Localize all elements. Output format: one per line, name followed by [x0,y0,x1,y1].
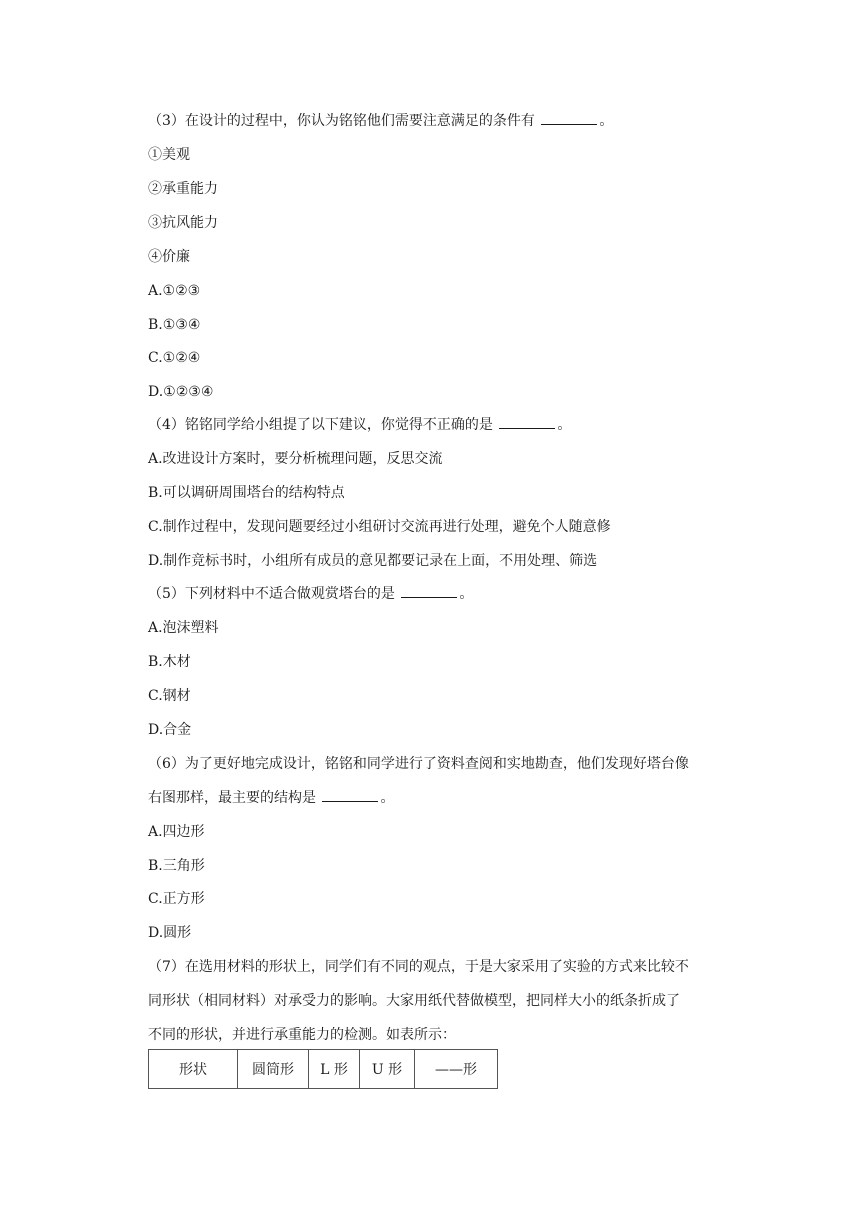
q4-option-b[interactable]: B.可以调研周围塔台的结构特点 [148,485,345,501]
q4-answer-blank[interactable] [499,415,555,429]
q3-stem-text: （3）在设计的过程中，你认为铭铭他们需要注意满足的条件有 [148,113,535,129]
q4-option-c[interactable]: C.制作过程中，发现问题要经过小组研讨交流再进行处理，避免个人随意修 [148,519,611,535]
q5-stem [148,584,473,604]
q4-stem-end: 。 [557,417,572,433]
table-row [149,1050,498,1089]
q3-condition-1: ①美观 [148,147,190,163]
q4-stem-text: （4）铭铭同学给小组提了以下建议，你觉得不正确的是 [148,417,493,433]
q4-stem [148,415,571,435]
q5-option-d[interactable]: D.合金 [148,722,192,738]
q6-answer-blank[interactable] [322,788,378,802]
q3-condition-2: ②承重能力 [148,181,218,197]
q5-stem-end: 。 [459,586,474,602]
q3-answer-blank[interactable] [541,111,597,125]
q5-option-b[interactable]: B.木材 [148,654,191,670]
table-header-cell: 圆筒形 [238,1050,309,1089]
q6-option-d[interactable]: D.圆形 [148,925,192,941]
q6-stem-end: 。 [380,790,395,806]
q3-option-a[interactable]: A.①②③ [148,283,201,299]
q4-option-a[interactable]: A.改进设计方案时，要分析梳理问题，反思交流 [148,451,443,467]
q3-stem-end: 。 [599,113,614,129]
q5-option-c[interactable]: C.钢材 [148,688,191,704]
q6-option-a[interactable]: A.四边形 [148,824,205,840]
q6-option-b[interactable]: B.三角形 [148,858,205,874]
table-header-cell: ——形 [415,1050,498,1089]
table-header-cell: L 形 [309,1050,360,1089]
q5-answer-blank[interactable] [401,584,457,598]
q6-stem-line1: （6）为了更好地完成设计，铭铭和同学进行了资料查阅和实地勘查，他们发现好塔台像 [148,756,689,772]
q3-option-c[interactable]: C.①②④ [148,350,201,366]
q3-condition-4: ④价廉 [148,249,190,265]
table-header-cell: U 形 [360,1050,415,1089]
q3-condition-3: ③抗风能力 [148,215,218,231]
q6-stem-text: 右图那样，最主要的结构是 [148,790,316,806]
q6-stem-line2 [148,788,394,808]
q7-stem-line2: 同形状（相同材料）对承受力的影响。大家用纸代替做模型，把同样大小的纸条折成了 [148,993,680,1009]
q4-option-d[interactable]: D.制作竞标书时，小组所有成员的意见都要记录在上面，不用处理、筛选 [148,553,598,569]
q3-stem [148,111,613,131]
q5-option-a[interactable]: A.泡沫塑料 [148,620,219,636]
shape-comparison-table [148,1049,498,1089]
q7-stem-line3: 不同的形状，并进行承重能力的检测。如表所示： [148,1027,456,1043]
q3-option-d[interactable]: D.①②③④ [148,384,214,400]
q6-option-c[interactable]: C.正方形 [148,891,205,907]
q3-option-b[interactable]: B.①③④ [148,317,201,333]
table-header-cell: 形状 [149,1050,238,1089]
q7-stem-line1: （7）在选用材料的形状上，同学们有不同的观点，于是大家采用了实验的方式来比较不 [148,959,689,975]
q5-stem-text: （5）下列材料中不适合做观赏塔台的是 [148,586,395,602]
